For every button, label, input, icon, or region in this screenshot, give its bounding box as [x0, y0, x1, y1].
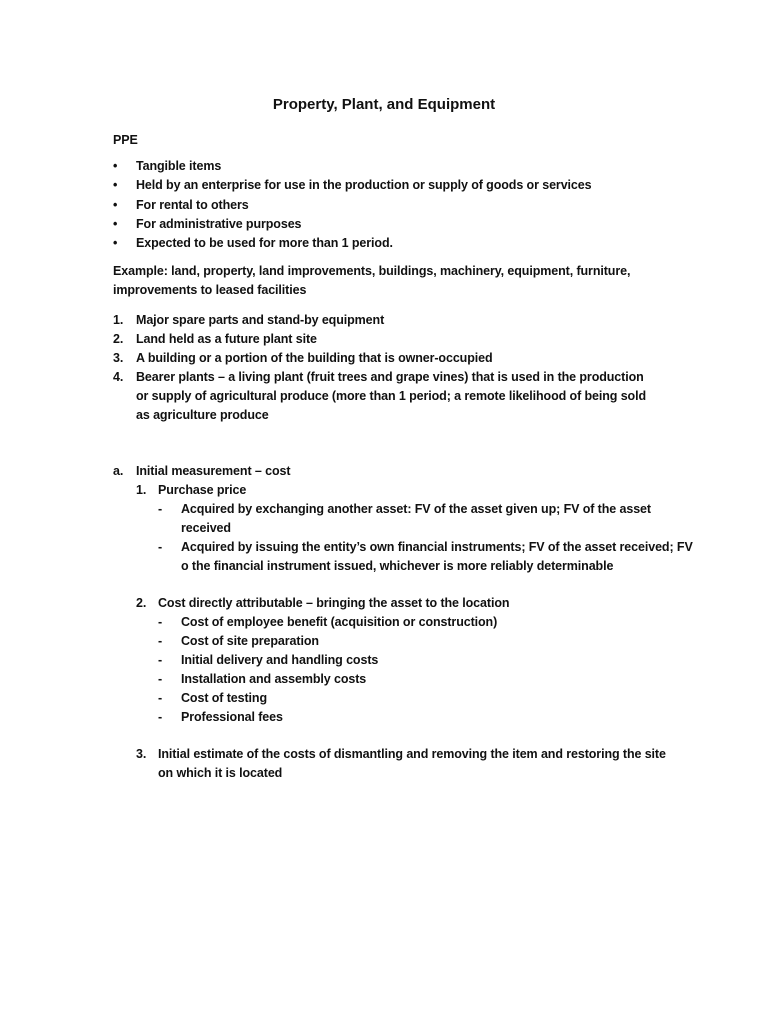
cost-component-item [136, 481, 701, 576]
dash-icon: - [158, 634, 163, 648]
document-title: Property, Plant, and Equipment [272, 96, 496, 113]
item-number: 4. [113, 370, 124, 384]
measurement-heading: Initial measurement – cost [136, 464, 291, 478]
bullet-item [113, 215, 591, 234]
cost-component-list [136, 481, 701, 783]
dash-icon: - [158, 502, 163, 516]
detail-text: Professional fees [181, 710, 283, 724]
dash-icon: - [158, 691, 163, 705]
bullet-icon: • [113, 216, 118, 231]
numbered-item [113, 368, 656, 425]
measurement-list [113, 462, 701, 783]
dash-icon: - [158, 615, 163, 629]
detail-item [158, 708, 701, 727]
bullet-item [113, 157, 591, 176]
detail-text: Acquired by exchanging another asset: FV of the asset given up; FV of the asset received [181, 502, 651, 535]
ppe-label: PPE [113, 133, 138, 147]
bullet-item [113, 196, 591, 215]
item-number: 3. [136, 747, 147, 761]
example-paragraph: Example: land, property, land improvements, buildings, machinery, equipment, furniture, improvements to leased facilities [113, 264, 631, 297]
bullet-text: Expected to be used for more than 1 period. [136, 236, 393, 251]
detail-item [158, 689, 701, 708]
detail-text: Installation and assembly costs [181, 672, 367, 686]
numbered-item [113, 349, 656, 368]
item-number: 1. [136, 483, 147, 497]
detail-text: Initial delivery and handling costs [181, 653, 379, 667]
bullet-item [113, 234, 591, 253]
detail-text: Cost of employee benefit (acquisition or construction) [181, 615, 498, 629]
detail-item [158, 632, 701, 651]
dash-icon: - [158, 672, 163, 686]
detail-item [158, 670, 701, 689]
detail-item [158, 500, 701, 538]
cost-component-text: Cost directly attributable – bringing the asset to the location [158, 596, 510, 610]
detail-item [158, 538, 701, 576]
bullet-icon: • [113, 236, 118, 251]
dash-icon: - [158, 540, 163, 554]
bullet-icon: • [113, 178, 118, 193]
item-text: Major spare parts and stand-by equipment [136, 313, 385, 327]
cost-component-text: Purchase price [158, 483, 247, 497]
item-text: A building or a portion of the building that is owner-occupied [136, 351, 493, 365]
measurement-item [113, 462, 701, 783]
numbered-item [113, 330, 656, 349]
detail-list [158, 500, 701, 576]
bullet-icon: • [113, 159, 118, 173]
item-letter: a. [113, 464, 124, 478]
cost-component-item [136, 594, 701, 727]
detail-item [158, 613, 701, 632]
dash-icon: - [158, 710, 163, 724]
item-number: 2. [113, 332, 124, 346]
bullet-item [113, 176, 591, 195]
detail-item [158, 651, 701, 670]
bullet-text: Held by an enterprise for use in the production or supply of goods or services [136, 178, 592, 193]
item-text: Bearer plants – a living plant (fruit trees and grape vines) that is used in the production or supply of agricultural produce (more than 1 period; a remote likelihood of being sold as agriculture produce [136, 370, 647, 422]
bullet-text: For administrative purposes [136, 216, 302, 231]
numbered-item [113, 311, 656, 330]
bullet-icon: • [113, 197, 118, 212]
detail-list [158, 613, 701, 727]
item-number: 3. [113, 351, 124, 365]
item-text: Land held as a future plant site [136, 332, 317, 346]
item-number: 1. [113, 313, 124, 327]
dash-icon: - [158, 653, 163, 667]
detail-text: Cost of testing [181, 691, 267, 705]
cost-component-text: Initial estimate of the costs of dismantling and removing the item and restoring the site on which it is located [158, 747, 666, 780]
bullet-text: Tangible items [136, 159, 222, 173]
ppe-numbered-list [113, 311, 656, 425]
detail-text: Acquired by issuing the entity’s own financial instruments; FV of the asset received; FV o the financial instrument issued, whichever is more reliably determinable [181, 540, 693, 573]
item-number: 2. [136, 596, 147, 610]
cost-component-item [136, 745, 701, 783]
bullet-text: For rental to others [136, 197, 249, 212]
detail-text: Cost of site preparation [181, 634, 319, 648]
ppe-bullet-list [113, 157, 591, 253]
